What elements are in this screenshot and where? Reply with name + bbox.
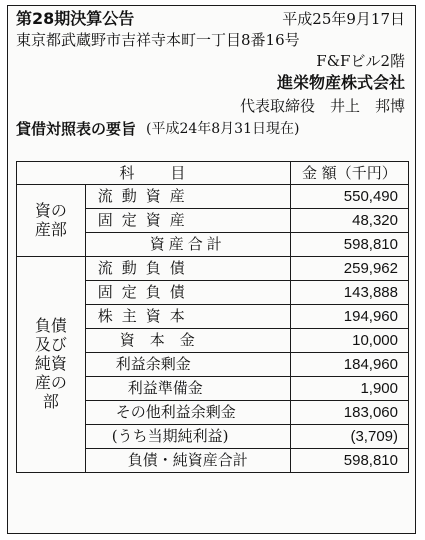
row-value: 259,962 <box>290 257 408 281</box>
row-label: 流動資産 <box>85 185 290 209</box>
row-label: その他利益余剰金 <box>85 401 290 425</box>
row-value: 143,888 <box>290 281 408 305</box>
row-value: (3,709) <box>290 425 408 449</box>
row-value: 550,490 <box>290 185 408 209</box>
company-address: 東京都武蔵野市吉祥寺本町一丁目8番16号 <box>16 31 300 49</box>
column-header-amount: 金 額（千円） <box>290 162 408 185</box>
row-value: 48,320 <box>290 209 408 233</box>
table-row <box>17 257 409 281</box>
row-value: 183,060 <box>290 401 408 425</box>
row-value: 1,900 <box>290 377 408 401</box>
notice-title: 第28期決算公告 <box>16 9 135 28</box>
total-label: 負債・純資産合計 <box>85 449 290 473</box>
row-label: 固定資産 <box>85 209 290 233</box>
total-value: 598,810 <box>290 449 408 473</box>
row-label: 固定負債 <box>85 281 290 305</box>
row-label: 利益余剰金 <box>85 353 290 377</box>
total-label: 資産合計 <box>85 233 290 257</box>
row-label: 流動負債 <box>85 257 290 281</box>
company-name: 進栄物産株式会社 <box>276 73 405 92</box>
table-row <box>17 185 409 209</box>
column-header-item: 科 目 <box>17 162 291 185</box>
total-value: 598,810 <box>290 233 408 257</box>
row-label: 株主資本 <box>85 305 290 329</box>
assets-section-label: 資の産部 <box>17 185 86 257</box>
row-value: 184,960 <box>290 353 408 377</box>
notice-date: 平成25年9月17日 <box>282 10 405 28</box>
notice-frame <box>7 5 416 534</box>
row-value: 10,000 <box>290 329 408 353</box>
row-label: (うち当期純利益) <box>85 425 290 449</box>
row-label: 資 本 金 <box>85 329 290 353</box>
table-header-row <box>17 162 409 185</box>
balance-sheet-table <box>16 161 409 473</box>
table-title: 貸借対照表の要旨 <box>16 120 137 138</box>
row-label: 利益準備金 <box>85 377 290 401</box>
company-address-building: F&Fビル2階 <box>316 52 405 70</box>
liabilities-section-label: 負債及び純資産の部 <box>17 257 86 473</box>
row-value: 194,960 <box>290 305 408 329</box>
table-date: (平成24年8月31日現在) <box>146 121 300 137</box>
representative: 代表取締役 井上 邦博 <box>239 97 405 115</box>
